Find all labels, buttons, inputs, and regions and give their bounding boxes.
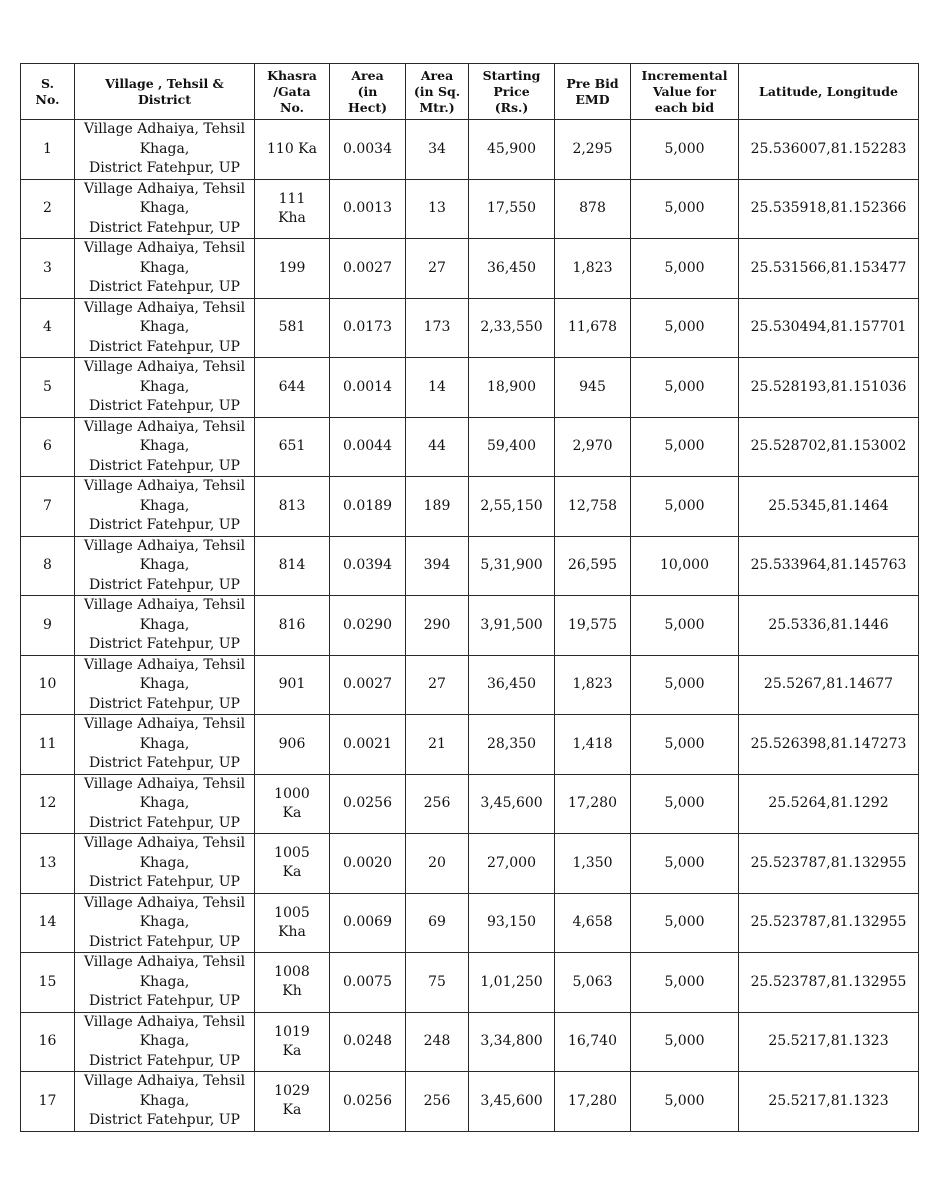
area-sqm-cell: 256 [406,774,469,834]
village-line: Khaga, [139,676,190,692]
area-sqm-cell: 248 [406,1012,469,1072]
village-line: District Fatehpur, UP [89,755,240,771]
lat-long-cell: 25.533964,81.145763 [739,536,919,596]
village-line: Village Adhaiya, Tehsil [83,359,246,375]
header-pre-bid-emd: Pre Bid EMD [555,64,631,120]
village-cell [75,655,255,715]
serial-no-cell: 14 [21,893,75,953]
serial-no-cell: 8 [21,536,75,596]
village-line: District Fatehpur, UP [89,398,240,414]
village-line: Khaga, [139,1033,190,1049]
lat-long-cell: 25.523787,81.132955 [739,893,919,953]
lat-long-cell: 25.5217,81.1323 [739,1072,919,1132]
header-serial-no: S. No. [21,64,75,120]
lat-long-cell: 25.535918,81.152366 [739,179,919,239]
serial-no-cell: 7 [21,477,75,537]
village-cell [75,120,255,180]
village-line: Village Adhaiya, Tehsil [83,775,246,792]
village-line: Khaga, [139,914,190,930]
incremental-value-cell: 5,000 [631,893,739,953]
incremental-value-cell: 5,000 [631,834,739,894]
area-sqm-cell: 21 [406,715,469,775]
pre-bid-emd-cell: 945 [555,358,631,418]
lat-long-cell: 25.528193,81.151036 [739,358,919,418]
serial-no-cell: 1 [21,120,75,180]
auction-land-table [20,63,919,1132]
village-line: Khaga, [139,557,190,573]
village-line: Village Adhaiya, Tehsil [83,180,246,197]
area-hect-cell: 0.0034 [330,120,406,180]
incremental-value-cell: 5,000 [631,120,739,180]
pre-bid-emd-cell: 1,823 [555,655,631,715]
incremental-value-cell: 5,000 [631,358,739,418]
lat-long-cell: 25.530494,81.157701 [739,298,919,358]
village-line: Village Adhaiya, Tehsil [83,716,246,732]
village-line: Village Adhaiya, Tehsil [83,1073,246,1089]
pre-bid-emd-cell: 2,970 [555,417,631,477]
starting-price-cell: 28,350 [469,715,555,775]
khasra-cell: 906 [255,715,330,775]
village-cell [75,179,255,239]
header-starting-price: Starting Price (Rs.) [469,64,555,120]
village-cell [75,715,255,775]
incremental-value-cell: 5,000 [631,1072,739,1132]
area-sqm-cell: 34 [406,120,469,180]
area-hect-cell: 0.0256 [330,774,406,834]
village-line: Khaga, [139,319,190,335]
village-line: Village Adhaiya, Tehsil [83,537,246,554]
serial-no-cell: 15 [21,953,75,1013]
starting-price-cell: 93,150 [469,893,555,953]
table-row [21,536,919,596]
khasra-cell: 581 [255,298,330,358]
pre-bid-emd-cell: 17,280 [555,774,631,834]
table-row [21,655,919,715]
area-sqm-cell: 256 [406,1072,469,1132]
starting-price-cell: 3,45,600 [469,1072,555,1132]
area-sqm-cell: 69 [406,893,469,953]
village-line: Village Adhaiya, Tehsil [83,954,246,970]
incremental-value-cell: 5,000 [631,1012,739,1072]
village-line: District Fatehpur, UP [89,279,240,295]
area-sqm-cell: 75 [406,953,469,1013]
village-line: District Fatehpur, UP [89,457,240,474]
village-line: Khaga, [139,259,190,276]
area-hect-cell: 0.0173 [330,298,406,358]
serial-no-cell: 2 [21,179,75,239]
serial-no-cell: 13 [21,834,75,894]
village-cell [75,834,255,894]
table-row [21,953,919,1013]
area-sqm-cell: 14 [406,358,469,418]
area-hect-cell: 0.0290 [330,596,406,656]
pre-bid-emd-cell: 878 [555,179,631,239]
khasra-cell: 110 Ka [255,120,330,180]
area-hect-cell: 0.0014 [330,358,406,418]
pre-bid-emd-cell: 11,678 [555,298,631,358]
village-cell [75,298,255,358]
village-line: Khaga, [139,973,190,990]
pre-bid-emd-cell: 16,740 [555,1012,631,1072]
incremental-value-cell: 5,000 [631,774,739,834]
table-row [21,417,919,477]
area-hect-cell: 0.0020 [330,834,406,894]
village-line: Khaga, [139,140,190,157]
khasra-cell: 651 [255,417,330,477]
village-line: District Fatehpur, UP [89,993,240,1009]
village-line: District Fatehpur, UP [89,695,240,712]
village-line: Khaga, [139,854,190,871]
starting-price-cell: 36,450 [469,239,555,299]
area-hect-cell: 0.0256 [330,1072,406,1132]
village-cell [75,596,255,656]
village-cell [75,774,255,834]
area-sqm-cell: 290 [406,596,469,656]
village-cell [75,417,255,477]
area-hect-cell: 0.0248 [330,1012,406,1072]
khasra-cell: 1019 Ka [255,1012,330,1072]
starting-price-cell: 2,33,550 [469,298,555,358]
village-cell [75,477,255,537]
village-line: District Fatehpur, UP [89,636,240,652]
village-line: District Fatehpur, UP [89,219,240,236]
serial-no-cell: 9 [21,596,75,656]
serial-no-cell: 5 [21,358,75,418]
village-line: Village Adhaiya, Tehsil [83,299,246,316]
area-sqm-cell: 20 [406,834,469,894]
lat-long-cell: 25.523787,81.132955 [739,953,919,1013]
pre-bid-emd-cell: 17,280 [555,1072,631,1132]
pre-bid-emd-cell: 1,418 [555,715,631,775]
khasra-cell: 1005 Kha [255,893,330,953]
area-hect-cell: 0.0021 [330,715,406,775]
khasra-cell: 1008 Kh [255,953,330,1013]
area-sqm-cell: 27 [406,239,469,299]
pre-bid-emd-cell: 5,063 [555,953,631,1013]
starting-price-cell: 3,45,600 [469,774,555,834]
khasra-cell: 644 [255,358,330,418]
serial-no-cell: 17 [21,1072,75,1132]
starting-price-cell: 1,01,250 [469,953,555,1013]
village-line: District Fatehpur, UP [89,933,240,950]
lat-long-cell: 25.531566,81.153477 [739,239,919,299]
village-line: Village Adhaiya, Tehsil [83,121,246,137]
table-row [21,239,919,299]
village-cell [75,239,255,299]
pre-bid-emd-cell: 26,595 [555,536,631,596]
area-sqm-cell: 189 [406,477,469,537]
starting-price-cell: 5,31,900 [469,536,555,596]
incremental-value-cell: 5,000 [631,477,739,537]
starting-price-cell: 45,900 [469,120,555,180]
village-line: Khaga, [139,438,190,454]
area-sqm-cell: 394 [406,536,469,596]
table-row [21,179,919,239]
lat-long-cell: 25.536007,81.152283 [739,120,919,180]
incremental-value-cell: 5,000 [631,953,739,1013]
serial-no-cell: 11 [21,715,75,775]
lat-long-cell: 25.523787,81.132955 [739,834,919,894]
village-line: Village Adhaiya, Tehsil [83,418,246,435]
village-line: District Fatehpur, UP [89,338,240,355]
header-area-sqm: Area (in Sq. Mtr.) [406,64,469,120]
village-cell [75,1012,255,1072]
khasra-cell: 814 [255,536,330,596]
area-hect-cell: 0.0394 [330,536,406,596]
table-row [21,120,919,180]
serial-no-cell: 4 [21,298,75,358]
village-line: District Fatehpur, UP [89,517,240,533]
area-hect-cell: 0.0013 [330,179,406,239]
starting-price-cell: 36,450 [469,655,555,715]
header-village: Village , Tehsil & District [75,64,255,120]
pre-bid-emd-cell: 1,823 [555,239,631,299]
village-line: District Fatehpur, UP [89,160,240,176]
khasra-cell: 1005 Ka [255,834,330,894]
khasra-cell: 1029 Ka [255,1072,330,1132]
village-line: Khaga, [139,497,190,514]
header-area-hect: Area (in Hect) [330,64,406,120]
table-row [21,1012,919,1072]
incremental-value-cell: 5,000 [631,239,739,299]
lat-long-cell: 25.5336,81.1446 [739,596,919,656]
table-body [21,120,919,1132]
area-hect-cell: 0.0027 [330,239,406,299]
village-cell [75,893,255,953]
pre-bid-emd-cell: 1,350 [555,834,631,894]
starting-price-cell: 3,91,500 [469,596,555,656]
village-line: Village Adhaiya, Tehsil [83,656,246,673]
table-row [21,893,919,953]
pre-bid-emd-cell: 19,575 [555,596,631,656]
table-row [21,715,919,775]
area-sqm-cell: 27 [406,655,469,715]
pre-bid-emd-cell: 12,758 [555,477,631,537]
area-hect-cell: 0.0027 [330,655,406,715]
village-cell [75,536,255,596]
incremental-value-cell: 5,000 [631,298,739,358]
lat-long-cell: 25.5345,81.1464 [739,477,919,537]
area-sqm-cell: 173 [406,298,469,358]
incremental-value-cell: 5,000 [631,715,739,775]
starting-price-cell: 3,34,800 [469,1012,555,1072]
village-line: Village Adhaiya, Tehsil [83,240,246,256]
pre-bid-emd-cell: 2,295 [555,120,631,180]
serial-no-cell: 10 [21,655,75,715]
village-cell [75,358,255,418]
lat-long-cell: 25.5264,81.1292 [739,774,919,834]
table-row [21,298,919,358]
header-khasra: Khasra /Gata No. [255,64,330,120]
serial-no-cell: 16 [21,1012,75,1072]
khasra-cell: 111 Kha [255,179,330,239]
table-row [21,596,919,656]
village-line: District Fatehpur, UP [89,1052,240,1069]
table-row [21,477,919,537]
starting-price-cell: 27,000 [469,834,555,894]
starting-price-cell: 2,55,150 [469,477,555,537]
lat-long-cell: 25.528702,81.153002 [739,417,919,477]
area-sqm-cell: 44 [406,417,469,477]
table-header-row [21,64,919,120]
village-line: Village Adhaiya, Tehsil [83,478,246,494]
area-hect-cell: 0.0075 [330,953,406,1013]
village-line: Khaga, [139,616,190,633]
lat-long-cell: 25.5217,81.1323 [739,1012,919,1072]
serial-no-cell: 3 [21,239,75,299]
starting-price-cell: 59,400 [469,417,555,477]
village-line: Village Adhaiya, Tehsil [83,835,246,851]
village-line: District Fatehpur, UP [89,576,240,593]
lat-long-cell: 25.526398,81.147273 [739,715,919,775]
starting-price-cell: 17,550 [469,179,555,239]
village-line: Village Adhaiya, Tehsil [83,597,246,613]
khasra-cell: 813 [255,477,330,537]
village-line: District Fatehpur, UP [89,1112,240,1128]
khasra-cell: 816 [255,596,330,656]
village-line: Khaga, [139,735,190,752]
village-line: Khaga, [139,378,190,395]
village-line: Khaga, [139,200,190,216]
area-hect-cell: 0.0044 [330,417,406,477]
khasra-cell: 199 [255,239,330,299]
lat-long-cell: 25.5267,81.14677 [739,655,919,715]
serial-no-cell: 6 [21,417,75,477]
incremental-value-cell: 5,000 [631,417,739,477]
village-line: District Fatehpur, UP [89,814,240,831]
incremental-value-cell: 5,000 [631,655,739,715]
serial-no-cell: 12 [21,774,75,834]
table-row [21,358,919,418]
table-row [21,1072,919,1132]
incremental-value-cell: 10,000 [631,536,739,596]
header-incremental-value: Incremental Value for each bid [631,64,739,120]
area-hect-cell: 0.0069 [330,893,406,953]
incremental-value-cell: 5,000 [631,596,739,656]
village-cell [75,953,255,1013]
area-sqm-cell: 13 [406,179,469,239]
area-hect-cell: 0.0189 [330,477,406,537]
village-line: District Fatehpur, UP [89,874,240,890]
village-line: Khaga, [139,1092,190,1109]
village-line: Khaga, [139,795,190,811]
village-line: Village Adhaiya, Tehsil [83,1013,246,1030]
village-line: Village Adhaiya, Tehsil [83,894,246,911]
header-lat-long: Latitude, Longitude [739,64,919,120]
starting-price-cell: 18,900 [469,358,555,418]
pre-bid-emd-cell: 4,658 [555,893,631,953]
khasra-cell: 1000 Ka [255,774,330,834]
table-row [21,774,919,834]
khasra-cell: 901 [255,655,330,715]
incremental-value-cell: 5,000 [631,179,739,239]
table-row [21,834,919,894]
village-cell [75,1072,255,1132]
